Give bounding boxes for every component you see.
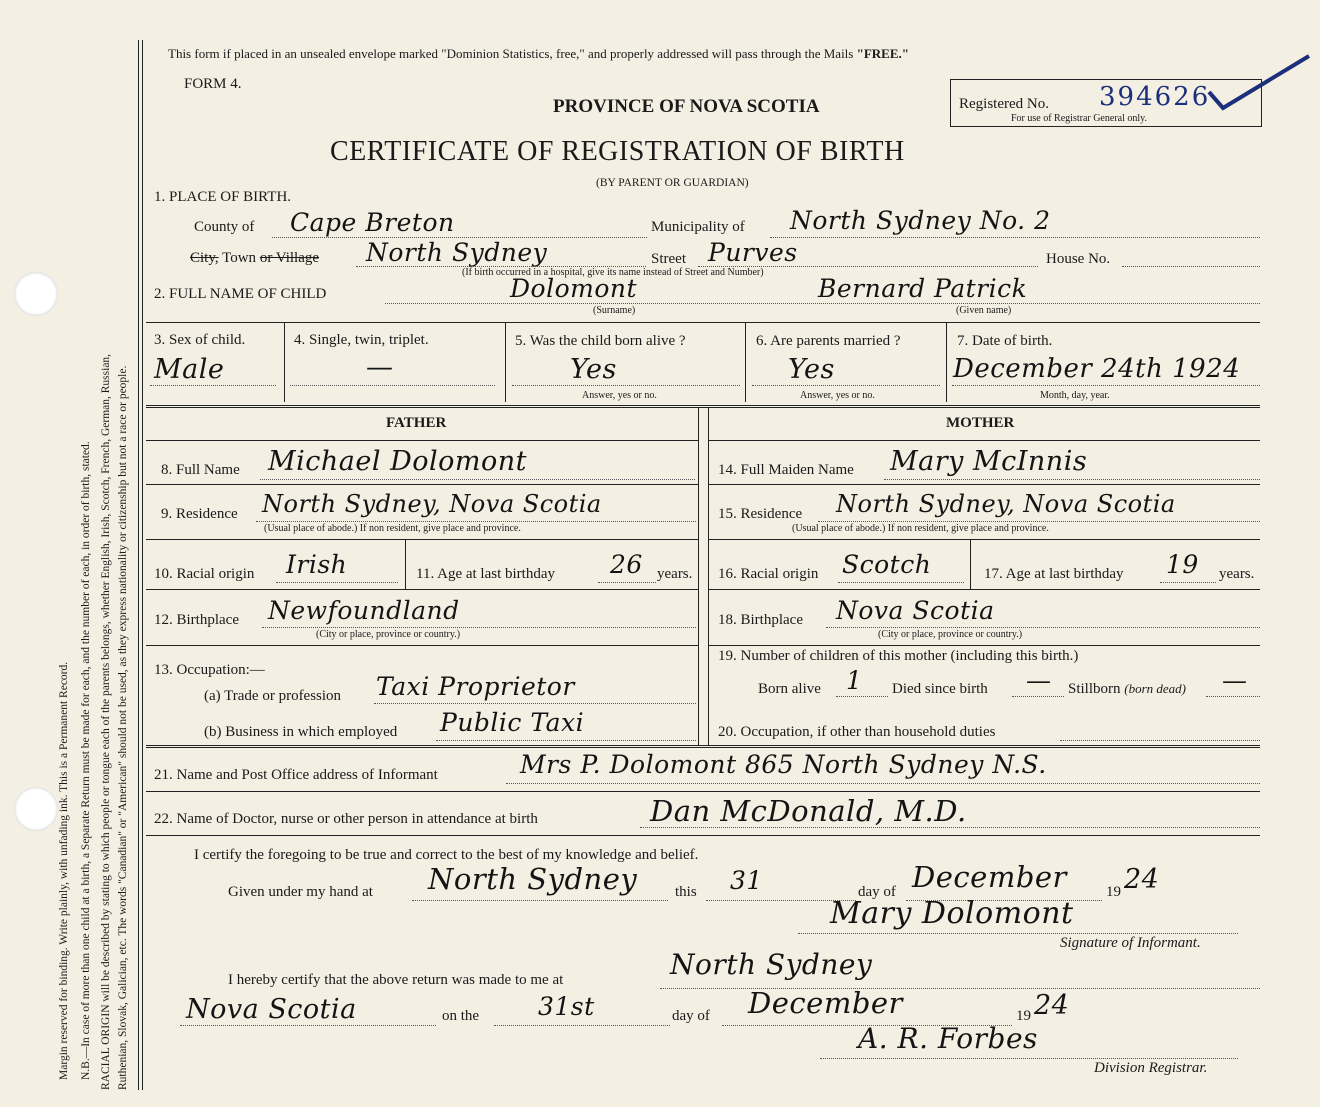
street-value: Purves — [708, 238, 798, 267]
registrar-year-prefix: 19 — [1016, 1008, 1031, 1024]
punch-hole — [14, 787, 58, 831]
margin-border — [138, 40, 139, 1090]
mother-racial-label: 16. Racial origin — [718, 566, 819, 582]
day-of-label: day of — [858, 884, 896, 900]
registrar-year: 24 — [1034, 990, 1070, 1021]
died-label: Died since birth — [892, 681, 988, 697]
dob-label: 7. Date of birth. — [957, 333, 1053, 349]
registrar-text: I hereby certify that the above return was made to me at — [228, 972, 564, 988]
municipality-label: Municipality of — [651, 219, 745, 235]
registrar-place-2: Nova Scotia — [186, 994, 357, 1025]
page-title: CERTIFICATE OF REGISTRATION OF BIRTH — [330, 136, 905, 167]
certify-day: 31 — [730, 866, 763, 895]
died-value: — — [1026, 666, 1052, 695]
father-residence-label: 9. Residence — [161, 506, 238, 522]
registrar-day-of-label: day of — [672, 1008, 710, 1024]
business-label: (b) Business in which employed — [204, 724, 398, 740]
registrar-signature-label: Division Registrar. — [1094, 1060, 1208, 1076]
child-name-label: 2. FULL NAME OF CHILD — [154, 286, 327, 302]
punch-hole — [14, 272, 58, 316]
margin-border — [142, 40, 143, 1090]
given-note: (Given name) — [956, 305, 1012, 316]
father-age: 26 — [610, 550, 643, 579]
year-prefix: 19 — [1106, 884, 1121, 900]
single-value: — — [366, 352, 394, 383]
mother-years: years. — [1219, 566, 1255, 582]
mother-name: Mary McInnis — [890, 446, 1088, 477]
child-surname: Dolomont — [510, 274, 638, 303]
page-subtitle: (BY PARENT OR GUARDIAN) — [596, 177, 749, 189]
children-label: 19. Number of children of this mother (including this birth.) — [718, 648, 1079, 664]
margin-note: N.B.—In case of more than one child at a birth, a Separate Return must be made for each, and the number of each, in order of birth, stated. — [80, 441, 92, 1080]
registrar-note: For use of Registrar General only. — [1011, 113, 1147, 124]
born-alive-label: Born alive — [758, 681, 821, 697]
father-racial-label: 10. Racial origin — [154, 566, 255, 582]
sex-value: Male — [154, 354, 225, 385]
stillborn-label: Stillborn (born dead) — [1068, 681, 1187, 697]
alive-value: Yes — [570, 354, 617, 385]
father-heading: FATHER — [386, 415, 447, 431]
mother-racial: Scotch — [842, 550, 932, 579]
hospital-note: (If birth occurred in a hospital, give its name instead of Street and Number) — [462, 267, 764, 278]
father-birthplace-label: 12. Birthplace — [154, 612, 239, 628]
married-value: Yes — [788, 354, 835, 385]
father-name-label: 8. Full Name — [161, 462, 240, 478]
registrar-signature: A. R. Forbes — [858, 1022, 1038, 1055]
married-note: Answer, yes or no. — [800, 390, 875, 401]
sex-label: 3. Sex of child. — [154, 332, 246, 348]
county-label: County of — [194, 219, 255, 235]
street-label: Street — [651, 251, 686, 267]
mother-birthplace-label: 18. Birthplace — [718, 612, 803, 628]
registrar-month: December — [748, 986, 903, 1020]
mother-residence: North Sydney, Nova Scotia — [836, 490, 1176, 518]
mother-age-label: 17. Age at last birthday — [984, 566, 1124, 582]
certify-place: North Sydney — [428, 862, 638, 896]
mother-age: 19 — [1166, 550, 1199, 579]
father-birthplace-note: (City or place, province or country.) — [316, 629, 461, 640]
house-label: House No. — [1046, 251, 1111, 267]
certify-text: I certify the foregoing to be true and correct to the best of my knowledge and belief. — [194, 847, 699, 863]
surname-note: (Surname) — [593, 305, 636, 316]
trade-label: (a) Trade or profession — [204, 688, 342, 704]
dob-value: December 24th 1924 — [953, 354, 1241, 384]
form-number: FORM 4. — [184, 76, 242, 92]
place-label: 1. PLACE OF BIRTH. — [154, 189, 292, 205]
margin-note: Margin reserved for binding. Write plainly, with unfading ink. This is a Permanent Record. — [58, 661, 70, 1080]
county-value: Cape Breton — [290, 208, 455, 237]
this-label: this — [675, 884, 697, 900]
father-age-label: 11. Age at last birthday — [416, 566, 555, 582]
registrar-day: 31st — [538, 992, 595, 1021]
margin-note: Ruthenian, Slovak, Galician, etc. The words "Canadian" or "American" should not be used, as they express nationality or citizenship but not a race or people. — [117, 365, 129, 1090]
father-residence-note: (Usual place of abode.) If non resident, give place and province. — [264, 523, 521, 534]
child-given-name: Bernard Patrick — [818, 274, 1028, 303]
father-residence: North Sydney, Nova Scotia — [262, 490, 602, 518]
informant-signature-label: Signature of Informant. — [1060, 935, 1201, 951]
doctor-label: 22. Name of Doctor, nurse or other person in attendance at birth — [154, 811, 538, 827]
alive-note: Answer, yes or no. — [582, 390, 657, 401]
father-name: Michael Dolomont — [268, 446, 527, 477]
registrar-place-1: North Sydney — [670, 948, 873, 981]
mother-name-label: 14. Full Maiden Name — [718, 462, 854, 478]
married-label: 6. Are parents married ? — [756, 333, 901, 349]
born-alive-value: 1 — [846, 666, 863, 695]
informant-value: Mrs P. Dolomont 865 North Sydney N.S. — [520, 750, 1047, 779]
mail-note: This form if placed in an unsealed envelope marked "Dominion Statistics, free," and properly addressed will pass through the Mails "FREE." — [168, 46, 909, 61]
municipality-value: North Sydney No. 2 — [790, 206, 1051, 235]
mother-birthplace-note: (City or place, province or country.) — [878, 629, 1023, 640]
occupation-label: 13. Occupation:— — [154, 662, 265, 678]
single-label: 4. Single, twin, triplet. — [294, 332, 429, 348]
informant-label: 21. Name and Post Office address of Informant — [154, 767, 438, 783]
father-racial: Irish — [286, 550, 348, 579]
town-value: North Sydney — [366, 238, 548, 267]
mother-residence-note: (Usual place of abode.) If non resident, give place and province. — [792, 523, 1049, 534]
check-mark-icon — [1205, 52, 1315, 114]
father-years: years. — [657, 566, 693, 582]
business-value: Public Taxi — [440, 708, 585, 737]
registered-label: Registered No. — [959, 96, 1049, 112]
mother-residence-label: 15. Residence — [718, 506, 803, 522]
province-heading: PROVINCE OF NOVA SCOTIA — [553, 96, 820, 117]
doctor-value: Dan McDonald, M.D. — [650, 794, 967, 828]
town-label: City, Town or Village — [190, 250, 320, 266]
trade-value: Taxi Proprietor — [376, 672, 575, 701]
father-birthplace: Newfoundland — [268, 596, 460, 625]
dob-note: Month, day, year. — [1040, 390, 1110, 401]
certify-year: 24 — [1124, 864, 1160, 895]
certify-month: December — [912, 860, 1067, 894]
margin-note: RACIAL ORIGIN will be described by stating to which people or tongue each of the parents belongs, whether English, Irish, Scotch, French, German, Russian, — [100, 353, 112, 1090]
alive-label: 5. Was the child born alive ? — [515, 333, 686, 349]
registered-number: 394626 — [1099, 82, 1211, 112]
informant-signature: Mary Dolomont — [830, 896, 1074, 931]
on-the-label: on the — [442, 1008, 480, 1024]
mother-occupation-label: 20. Occupation, if other than household duties — [718, 724, 996, 740]
stillborn-value: — — [1222, 666, 1248, 695]
mother-heading: MOTHER — [946, 415, 1015, 431]
given-label: Given under my hand at — [228, 884, 373, 900]
mother-birthplace: Nova Scotia — [836, 596, 995, 625]
